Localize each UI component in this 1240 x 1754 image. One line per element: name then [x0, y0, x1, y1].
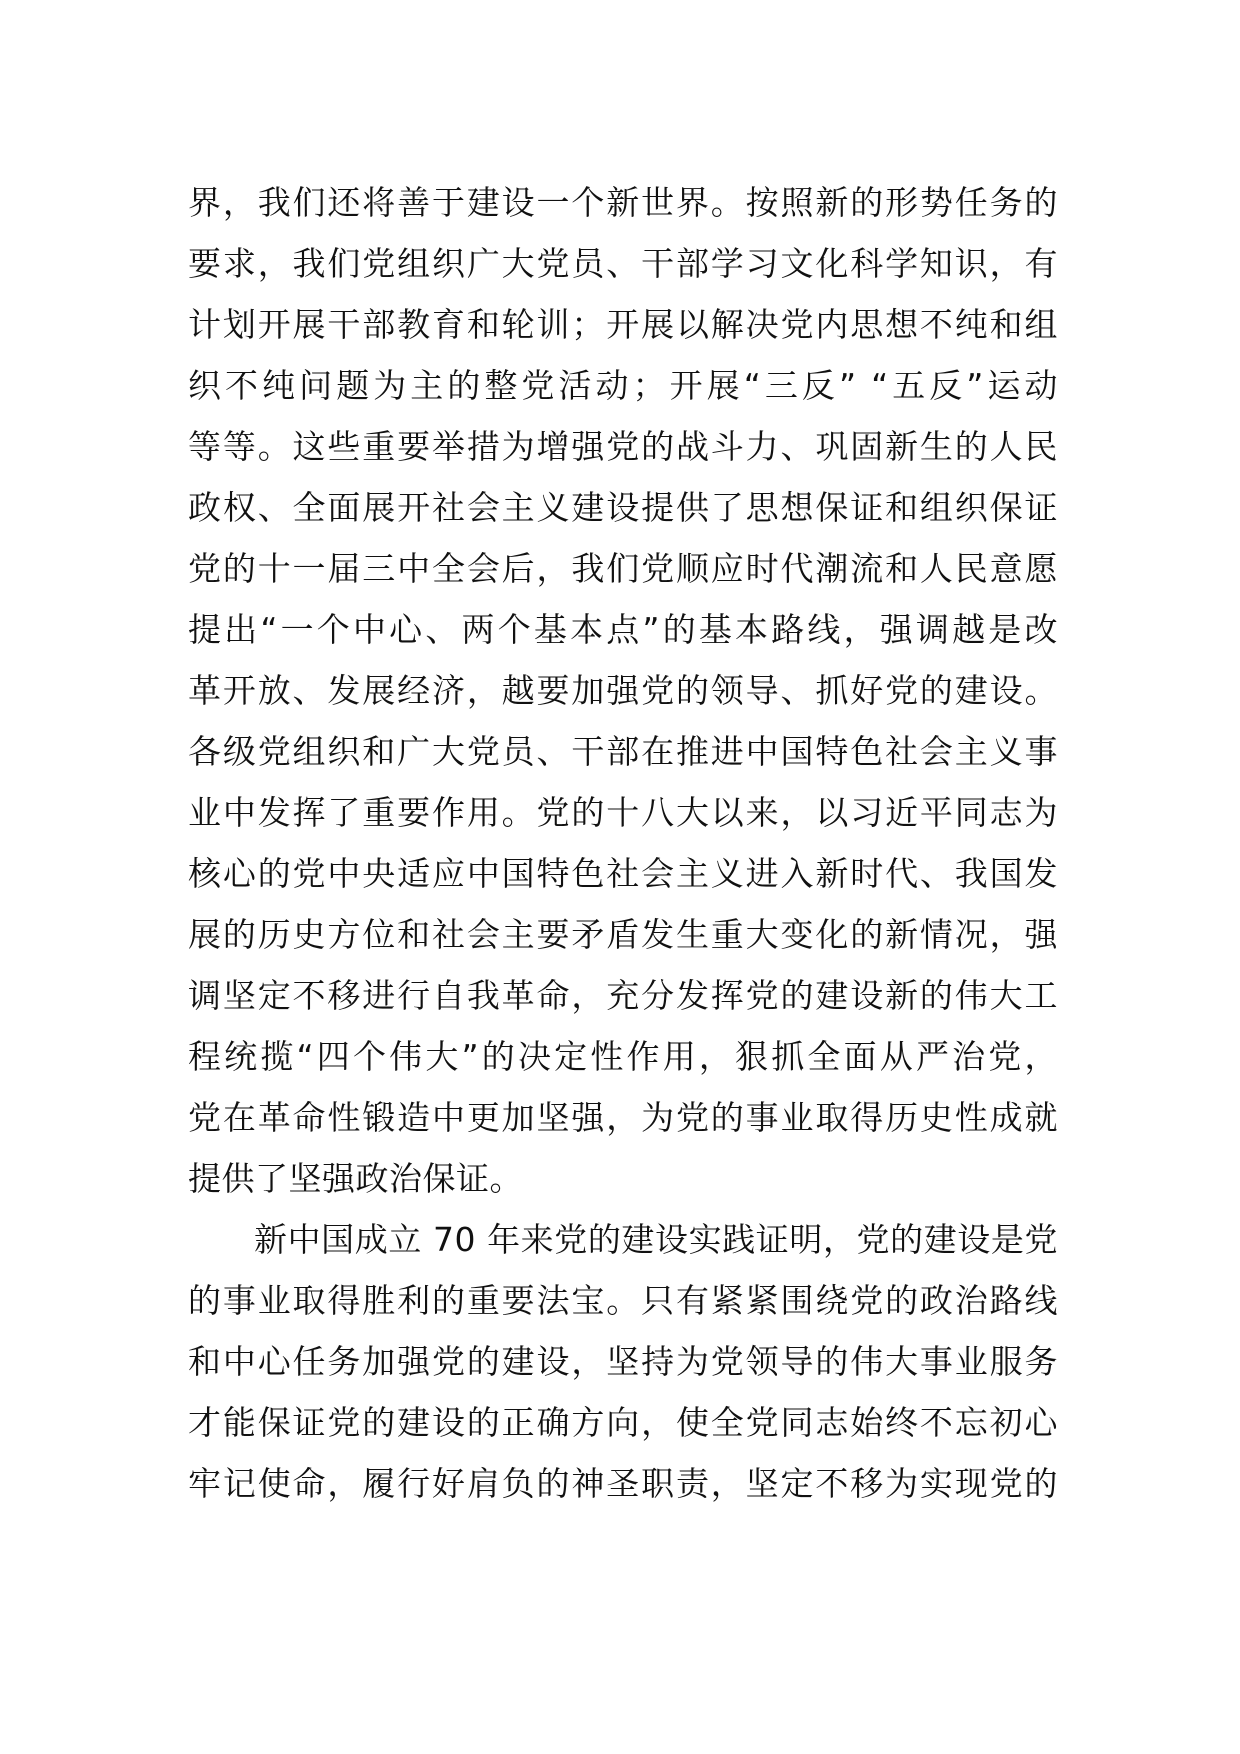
text-line: 政权、全面展开社会主义建设提供了思想保证和组织保证 [188, 488, 1058, 527]
text-line: 核心的党中央适应中国特色社会主义进入新时代、我国发 [188, 854, 1058, 893]
text-line: 新中国成立 70 年来党的建设实践证明，党的建设是党 [254, 1220, 1058, 1259]
text-line: 革开放、发展经济，越要加强党的领导、抓好党的建设。 [188, 671, 1058, 710]
text-line: 计划开展干部教育和轮训；开展以解决党内思想不纯和组 [188, 305, 1058, 344]
text-line: 界，我们还将善于建设一个新世界。按照新的形势任务的 [188, 183, 1058, 222]
text-line: 提供了坚强政治保证。 [188, 1159, 523, 1198]
text-line: 和中心任务加强党的建设，坚持为党领导的伟大事业服务 [188, 1342, 1058, 1381]
text-line: 的事业取得胜利的重要法宝。只有紧紧围绕党的政治路线 [188, 1281, 1058, 1320]
paragraph-2 [188, 1209, 1058, 1514]
text-line: 程统揽“四个伟大”的决定性作用，狠抓全面从严治党， [188, 1037, 1058, 1076]
text-line: 织不纯问题为主的整党活动；开展“三反” “五反”运动 [188, 366, 1058, 405]
paragraph-1 [188, 172, 1058, 1209]
text-line: 提出“一个中心、两个基本点”的基本路线，强调越是改 [188, 610, 1058, 649]
text-line: 党在革命性锻造中更加坚强，为党的事业取得历史性成就 [188, 1098, 1058, 1137]
text-line: 要求，我们党组织广大党员、干部学习文化科学知识，有 [188, 244, 1058, 283]
text-line: 各级党组织和广大党员、干部在推进中国特色社会主义事 [188, 732, 1058, 771]
text-line: 牢记使命，履行好肩负的神圣职责，坚定不移为实现党的 [188, 1464, 1058, 1503]
text-line: 才能保证党的建设的正确方向，使全党同志始终不忘初心 [188, 1403, 1058, 1442]
text-line: 调坚定不移进行自我革命，充分发挥党的建设新的伟大工 [188, 976, 1058, 1015]
text-line: 展的历史方位和社会主要矛盾发生重大变化的新情况，强 [188, 915, 1058, 954]
text-line: 业中发挥了重要作用。党的十八大以来，以习近平同志为 [188, 793, 1058, 832]
text-line: 党的十一届三中全会后，我们党顺应时代潮流和人民意愿 [188, 549, 1058, 588]
document-body [188, 172, 1058, 1514]
text-line: 等等。这些重要举措为增强党的战斗力、巩固新生的人民 [188, 427, 1058, 466]
